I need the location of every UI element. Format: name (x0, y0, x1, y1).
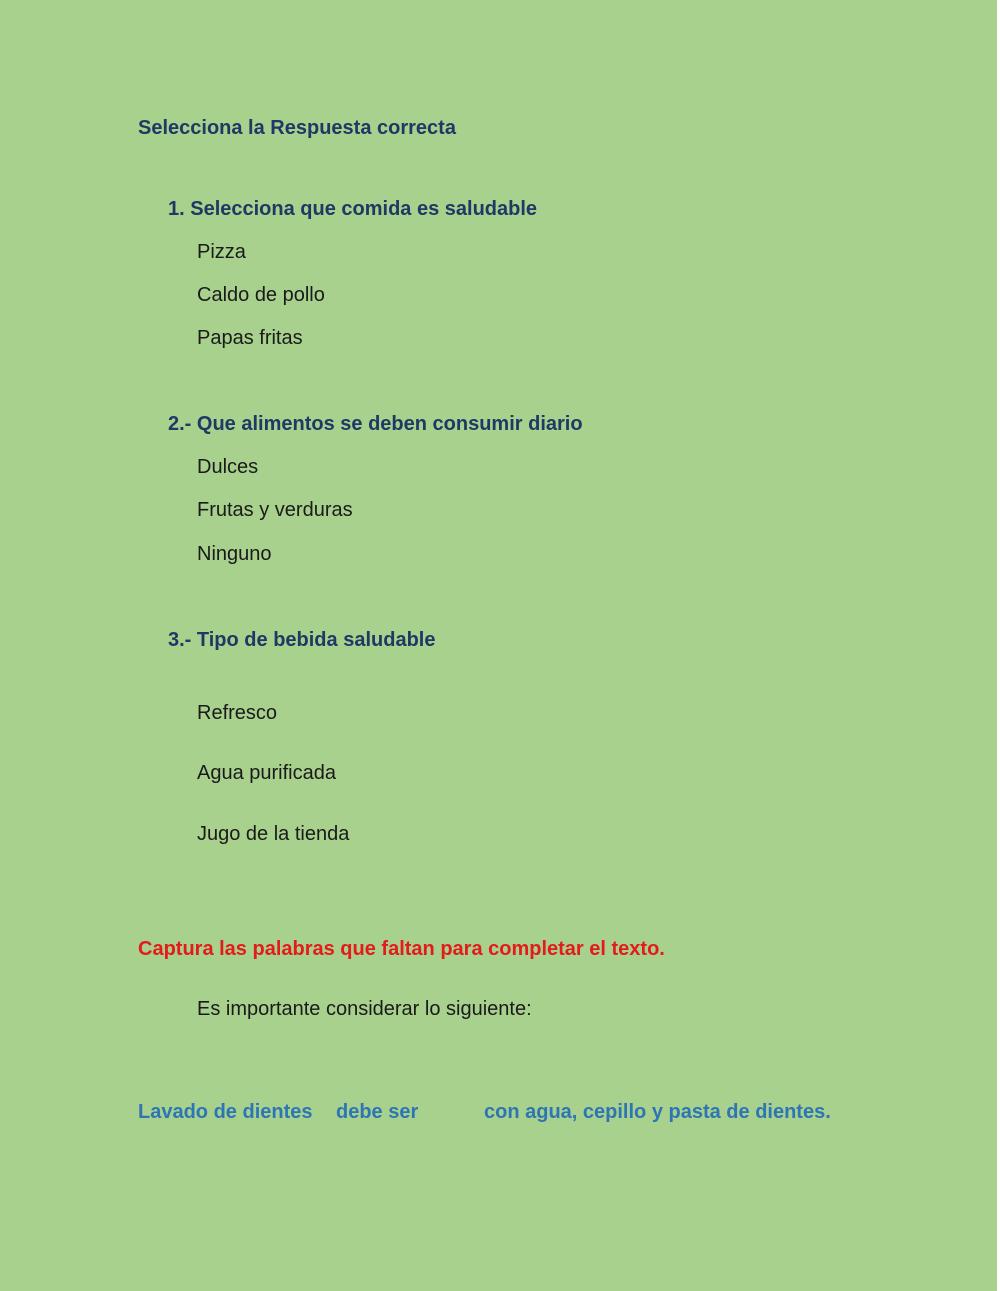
q1-option-pizza[interactable]: Pizza (197, 241, 246, 263)
fill-instruction: Captura las palabras que faltan para completar el texto. (138, 938, 665, 960)
q3-option-jugo-de-la-tienda[interactable]: Jugo de la tienda (197, 823, 350, 845)
q3-option-refresco[interactable]: Refresco (197, 702, 278, 724)
fill-sentence-part-1: Lavado de dientes (138, 1101, 313, 1123)
question-1-label: 1. Selecciona que comida es saludable (168, 198, 538, 220)
fill-blank-input[interactable] (422, 1098, 480, 1126)
page-title: Selecciona la Respuesta correcta (138, 117, 456, 139)
q2-option-ninguno[interactable]: Ninguno (197, 543, 272, 565)
fill-sentence-part-3: con agua, cepillo y pasta de dientes. (484, 1101, 831, 1123)
question-3-label: 3.- Tipo de bebida saludable (168, 629, 436, 651)
question-2-label: 2.- Que alimentos se deben consumir diario (168, 413, 583, 435)
q2-option-dulces[interactable]: Dulces (197, 456, 259, 478)
fill-intro: Es importante considerar lo siguiente: (197, 998, 532, 1020)
fill-sentence-part-2: debe ser (336, 1101, 419, 1123)
q1-option-papas-fritas[interactable]: Papas fritas (197, 327, 303, 349)
q2-option-frutas-y-verduras[interactable]: Frutas y verduras (197, 499, 353, 521)
q3-option-agua-purificada[interactable]: Agua purificada (197, 762, 336, 784)
q1-option-caldo-de-pollo[interactable]: Caldo de pollo (197, 284, 325, 306)
